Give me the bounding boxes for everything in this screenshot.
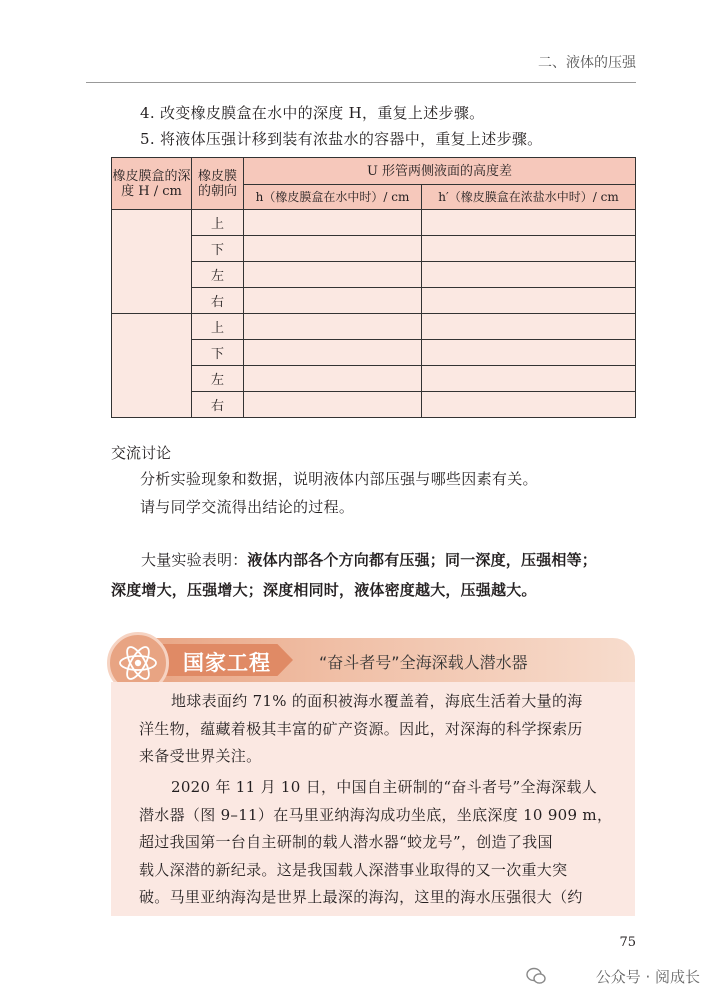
direction-cell: 左 xyxy=(192,366,244,392)
value-cell[interactable] xyxy=(244,210,422,236)
direction-cell: 下 xyxy=(192,340,244,366)
value-cell[interactable] xyxy=(422,236,636,262)
conclusion-lead: 大量实验表明： xyxy=(141,551,248,569)
value-cell[interactable] xyxy=(422,288,636,314)
direction-cell: 下 xyxy=(192,236,244,262)
value-cell[interactable] xyxy=(244,366,422,392)
step-5: 5. 将液体压强计移到装有浓盐水的容器中，重复上述步骤。 xyxy=(140,130,543,148)
text-line: 洋生物，蕴藏着极其丰富的矿产资源。因此，对深海的科学探索历 xyxy=(139,719,583,738)
conclusion-bold-1: 液体内部各个方向都有压强；同一深度，压强相等； xyxy=(247,551,598,569)
value-cell[interactable] xyxy=(244,314,422,340)
direction-cell: 上 xyxy=(192,314,244,340)
value-cell[interactable] xyxy=(244,392,422,418)
depth-cell[interactable] xyxy=(112,314,192,418)
conclusion-paragraph xyxy=(111,545,641,605)
watermark: 公众号 · 阅成长 xyxy=(595,968,700,986)
value-cell[interactable] xyxy=(422,210,636,236)
text-line: 来备受世界关注。 xyxy=(139,747,262,765)
direction-cell: 左 xyxy=(192,262,244,288)
discussion-item: 请与同学交流得出结论的过程。 xyxy=(140,498,355,516)
conclusion-bold-2: 深度增大，压强增大；深度相同时，液体密度越大，压强越大。 xyxy=(111,581,537,599)
banner-subtitle: “奋斗者号”全海深载人潜水器 xyxy=(319,653,528,672)
feature-paragraph-2 xyxy=(139,774,619,912)
discussion-item: 分析实验现象和数据，说明液体内部压强与哪些因素有关。 xyxy=(140,470,538,488)
header-direction: 橡皮膜的朝向 xyxy=(192,158,244,210)
feature-box xyxy=(111,682,635,916)
header-h-brine: h′（橡皮膜盒在浓盐水中时）/ cm xyxy=(422,185,636,210)
depth-cell[interactable] xyxy=(112,210,192,314)
value-cell[interactable] xyxy=(422,340,636,366)
direction-cell: 上 xyxy=(192,210,244,236)
header-height-diff: U 形管两侧液面的高度差 xyxy=(244,158,636,185)
text-line: 破。马里亚纳海沟是世界上最深的海沟，这里的海水压强很大（约 xyxy=(139,888,583,906)
value-cell[interactable] xyxy=(244,340,422,366)
value-cell[interactable] xyxy=(422,314,636,340)
text-line: 超过我国第一台自主研制的载人潜水器“蛟龙号”，创造了我国 xyxy=(139,833,553,851)
text-line: 地球表面约 71% 的面积被海水覆盖着，海底生活着大量的海 xyxy=(171,692,583,710)
value-cell[interactable] xyxy=(244,236,422,262)
value-cell[interactable] xyxy=(244,262,422,288)
value-cell[interactable] xyxy=(422,262,636,288)
header-h-water: h（橡皮膜盒在水中时）/ cm xyxy=(244,185,422,210)
direction-cell: 右 xyxy=(192,392,244,418)
feature-paragraph-1 xyxy=(139,688,619,771)
text-line: 2020 年 11 月 10 日，中国自主研制的“奋斗者号”全海深载人 xyxy=(171,778,598,796)
text-line: 潜水器（图 9–11）在马里亚纳海沟成功坐底，坐底深度 10 909 m， xyxy=(139,805,613,824)
value-cell[interactable] xyxy=(422,392,636,418)
chapter-header: 二、液体的压强 xyxy=(538,55,636,71)
data-table xyxy=(111,157,636,418)
header-divider xyxy=(86,82,636,83)
wechat-icon xyxy=(526,967,546,985)
direction-cell: 右 xyxy=(192,288,244,314)
text-line: 载人深潜的新纪录。这是我国载人深潜事业取得的又一次重大突 xyxy=(139,860,568,879)
page-number: 75 xyxy=(619,935,636,950)
feature-banner xyxy=(111,638,635,682)
step-4: 4. 改变橡皮膜盒在水中的深度 H，重复上述步骤。 xyxy=(140,104,485,122)
discussion-title: 交流讨论 xyxy=(111,444,172,462)
header-depth: 橡皮膜盒的深度 H / cm xyxy=(112,158,192,210)
value-cell[interactable] xyxy=(422,366,636,392)
banner-tag-label: 国家工程 xyxy=(183,651,271,675)
value-cell[interactable] xyxy=(244,288,422,314)
